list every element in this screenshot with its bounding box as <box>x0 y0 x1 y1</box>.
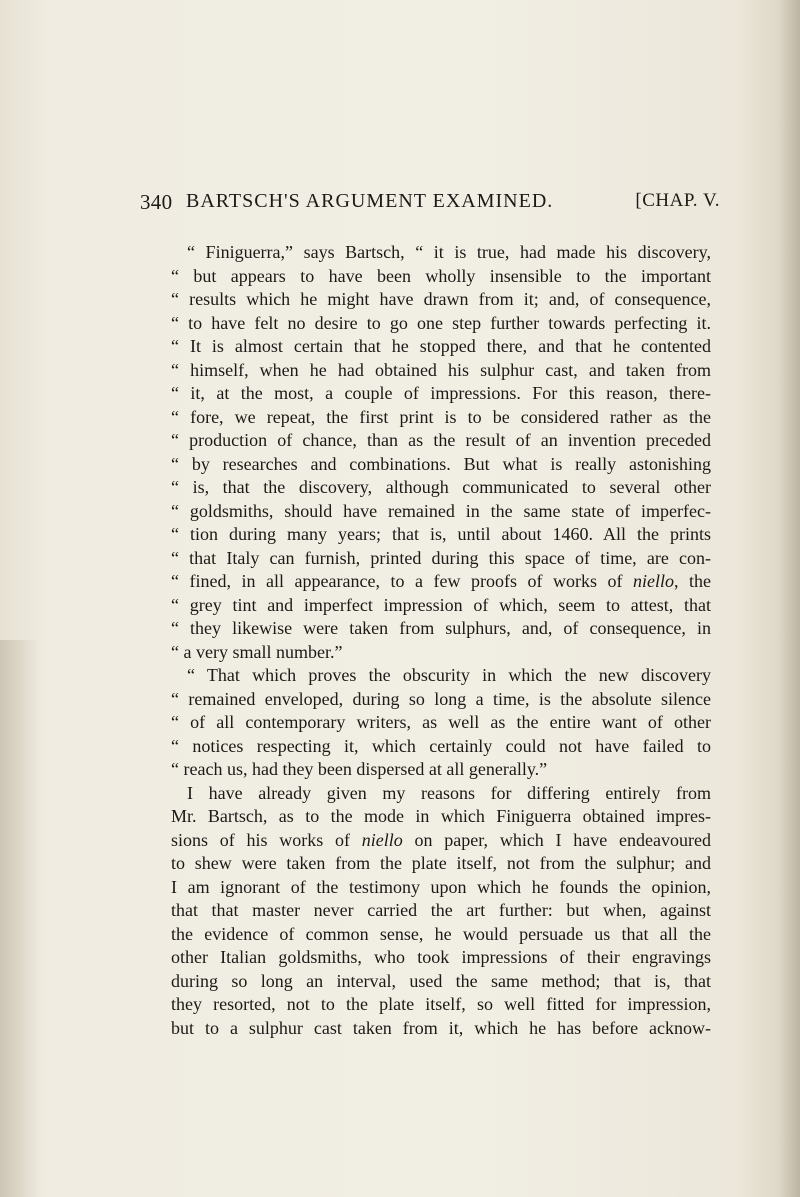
text-line: that that master never carried the art further: but when, against <box>171 900 711 920</box>
text-line: “ but appears to have been wholly insensible to the important <box>171 265 711 286</box>
text-line: “ That which proves the obscurity in which the new discovery <box>187 665 711 685</box>
text-line: “ production of chance, than as the result of an invention preceded <box>171 430 711 450</box>
text-line: “ remained enveloped, during so long a time, is the absolute silence <box>171 688 711 709</box>
text-line: “ goldsmiths, should have remained in the same state of imperfec- <box>171 500 711 521</box>
text-line: “ grey tint and imperfect impression of which, seem to attest, that <box>171 594 711 615</box>
italic-term: niello <box>632 571 674 591</box>
text-line: “ a very small number.” <box>171 641 343 662</box>
page-edge-shadow <box>778 0 800 1197</box>
text-line: sions of his works of niello on paper, which I have endeavoured <box>171 829 711 850</box>
text-line: “ of all contemporary writers, as well as the entire want of other <box>171 712 711 732</box>
text-line: “ they likewise were taken from sulphurs, and, of consequence, in <box>171 618 711 638</box>
page-number: 340 <box>140 190 173 214</box>
text-line: “ It is almost certain that he stopped there, and that he contented <box>171 336 711 356</box>
text-line: “ notices respecting it, which certainly could not have failed to <box>171 735 711 756</box>
body-text <box>171 241 711 1040</box>
text-line: “ results which he might have drawn from it; and, of consequence, <box>171 289 711 309</box>
text-line: but to a sulphur cast taken from it, which he has before acknow- <box>171 1017 711 1038</box>
text-line: other Italian goldsmiths, who took impressions of their engravings <box>171 947 711 967</box>
page-stain <box>0 640 40 1197</box>
text-line: “ that Italy can furnish, printed during this space of time, are con- <box>171 547 711 568</box>
text-line: “ by researches and combinations. But what is really astonishing <box>171 453 711 474</box>
text-line: to shew were taken from the plate itself, not from the sulphur; and <box>171 853 711 873</box>
text-line: “ is, that the discovery, although communicated to several other <box>171 477 711 497</box>
chapter-label: [CHAP. V. <box>635 190 720 211</box>
italic-term: niello <box>361 829 403 850</box>
text-line: “ himself, when he had obtained his sulphur cast, and taken from <box>171 359 711 380</box>
running-title: BARTSCH'S ARGUMENT EXAMINED. <box>186 190 554 212</box>
page-header <box>140 190 720 224</box>
text-line: “ fined, in all appearance, to a few proofs of works of niello, the <box>171 571 711 591</box>
text-line: Mr. Bartsch, as to the mode in which Finiguerra obtained impres- <box>171 806 711 826</box>
text-line: I am ignorant of the testimony upon which he founds the opinion, <box>171 876 711 897</box>
text-line: “ to have felt no desire to go one step further towards perfecting it. <box>171 312 711 333</box>
text-line: “ Finiguerra,” says Bartsch, “ it is true, had made his discovery, <box>187 242 711 262</box>
text-line: I have already given my reasons for differing entirely from <box>187 782 711 803</box>
text-line: during so long an interval, used the same method; that is, that <box>171 970 711 991</box>
text-line: the evidence of common sense, he would persuade us that all the <box>171 923 711 944</box>
text-line: “ tion during many years; that is, until about 1460. All the prints <box>171 524 711 544</box>
text-line: “ fore, we repeat, the first print is to be considered rather as the <box>171 406 711 427</box>
text-line: “ reach us, had they been dispersed at all generally.” <box>171 759 548 779</box>
text-line: they resorted, not to the plate itself, so well fitted for impression, <box>171 994 711 1014</box>
text-line: “ it, at the most, a couple of impressions. For this reason, there- <box>171 383 711 403</box>
